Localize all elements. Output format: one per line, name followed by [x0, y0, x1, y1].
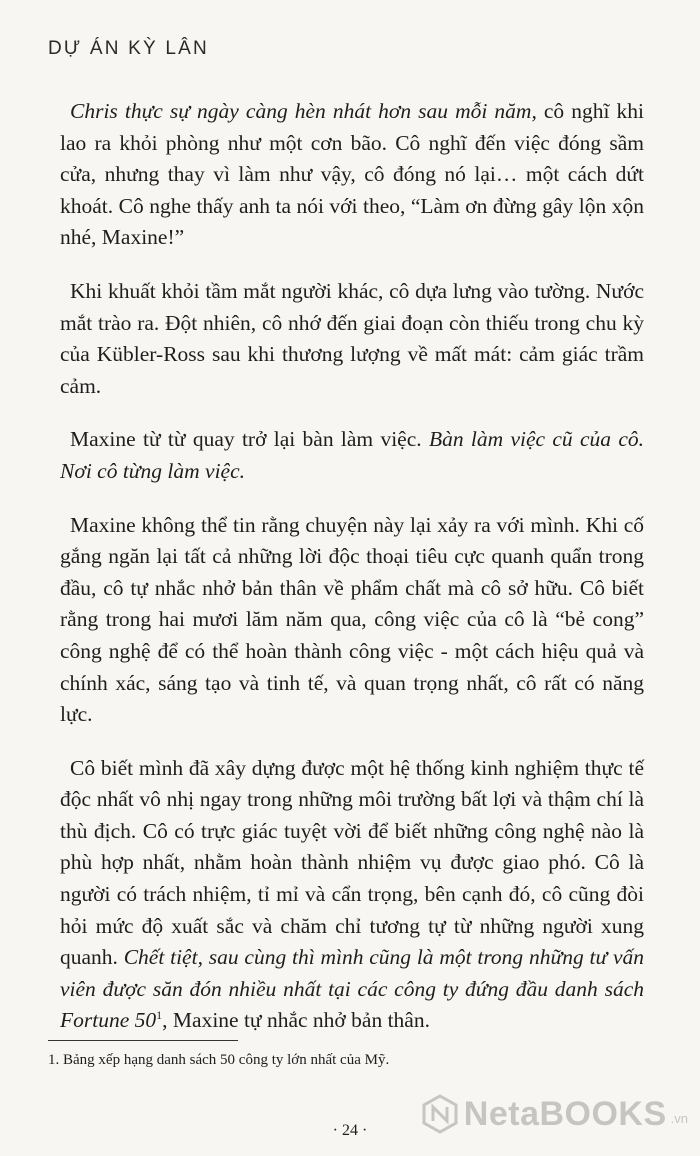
italic-text: Chết tiệt, sau cùng thì mình cũng là một trong những tư vấn viên được săn đón nhiều nhất tại các công ty đứng đầu danh sách Fortune 50: [60, 945, 645, 1033]
footnote-ref: 1: [156, 1008, 163, 1023]
watermark-suffix: .vn: [670, 1111, 688, 1126]
paragraph: [60, 424, 644, 487]
netabooks-logo-icon: [420, 1094, 460, 1134]
watermark: [420, 1094, 688, 1134]
text-run: Khi khuất khỏi tầm mắt người khác, cô dựa lưng vào tường. Nước mắt trào ra. Đột nhiên, cô nhớ đến giai đoạn còn thiếu trong chu kỳ của Kübler-Ross sau khi thương lượng về mất mát: cảm giác trầm cảm.: [60, 278, 644, 398]
paragraph: [60, 510, 644, 731]
text-run: cô nghĩ khi lao ra khỏi phòng như một cơn bão. Cô nghĩ đến việc đóng sầm cửa, nhưng thay vì làm như vậy, cô đóng nó lại… một cách dứt khoát. Cô nghe thấy anh ta nói với theo, “Làm ơn đừng gây lộn xộn nhé, Maxine!”: [60, 99, 644, 250]
page-number: · 24 ·: [332, 1122, 368, 1139]
text-run: Maxine không thể tin rằng chuyện này lại xảy ra với mình. Khi cố gắng ngăn lại tất cả những lời độc thoại tiêu cực quanh quẩn trong đầu, cô tự nhắc nhở bản thân về phẩm chất mà cô sở hữu. Cô biết rằng trong hai mươi lăm năm qua, công việc của cô là “bẻ cong” công nghệ để có thể hoàn thành công việc - một cách hiệu quả và chính xác, sáng tạo và tinh tế, và quan trọng nhất, cô rất có năng lực.: [60, 512, 644, 727]
italic-text: Bàn làm việc cũ của cô. Nơi cô từng làm việc.: [60, 427, 644, 483]
paragraph: [60, 753, 644, 1037]
text-run: Cô biết mình đã xây dựng được một hệ thống kinh nghiệm thực tế độc nhất vô nhị ngay trong những môi trường bất lợi và thậm chí là thù địch. Cô có trực giác tuyệt vời để biết những công nghệ nào là phù hợp nhất, nhằm hoàn thành nhiệm vụ được giao phó. Cô là người có trách nhiệm, tỉ mỉ và cẩn trọng, bên cạnh đó, cô cũng đòi hỏi mức độ xuất sắc và chăm chỉ tương tự từ những người xung quanh.: [60, 755, 644, 970]
paragraph: [60, 96, 644, 254]
footnote: 1. Bảng xếp hạng danh sách 50 công ty lớn nhất của Mỹ.: [48, 1052, 390, 1068]
footnote-divider: [48, 1040, 238, 1041]
italic-text: Chris thực sự ngày càng hèn nhát hơn sau mỗi năm,: [70, 99, 537, 123]
watermark-brand: NetaBOOKS: [463, 1094, 667, 1133]
body-text: [60, 96, 644, 1059]
text-run: , Maxine tự nhắc nhở bản thân.: [162, 1008, 430, 1033]
paragraph: [60, 276, 644, 402]
text-run: Maxine từ từ quay trở lại bàn làm việc.: [70, 427, 429, 452]
page-header: DỰ ÁN KỲ LÂN: [48, 38, 209, 59]
